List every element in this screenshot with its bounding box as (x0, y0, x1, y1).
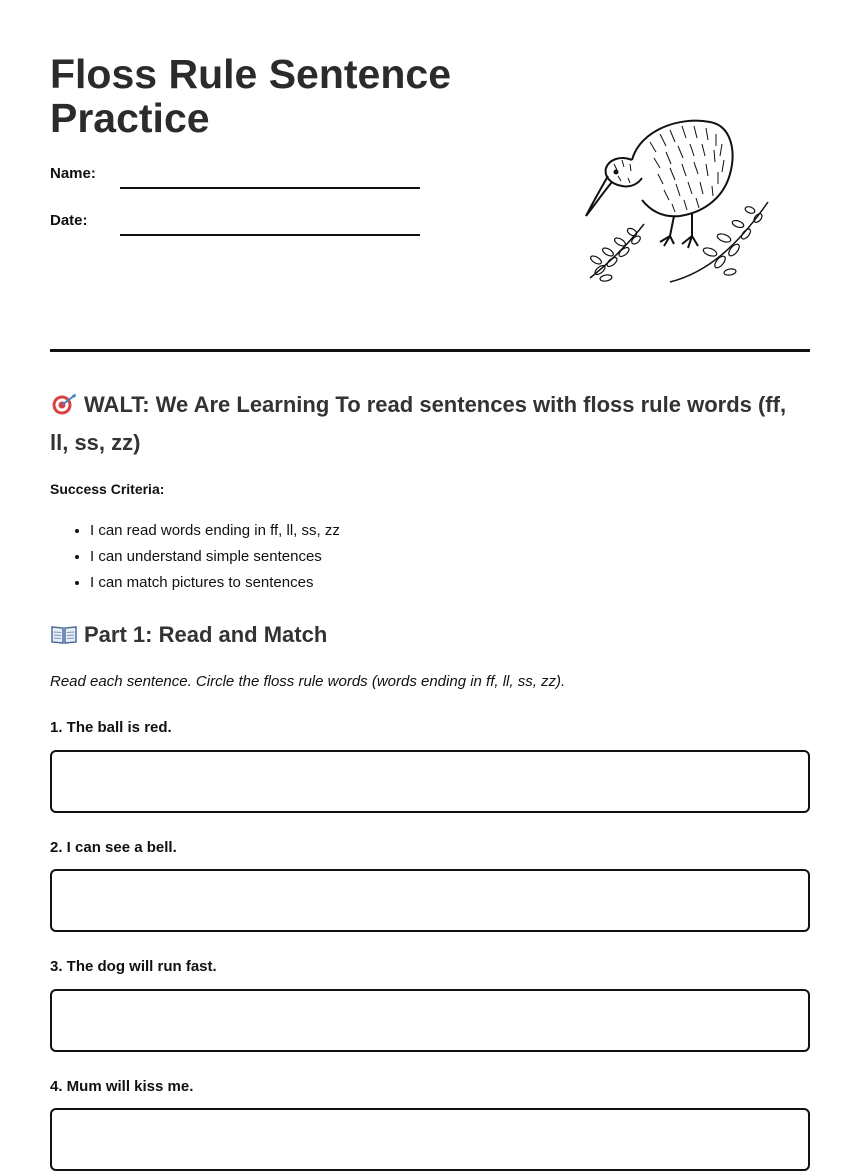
open-book-icon (50, 623, 78, 645)
name-label: Name: (50, 165, 96, 182)
target-icon (50, 393, 78, 415)
question-3-label: 3. The dog will run fast. (50, 958, 217, 975)
list-item: • I can match pictures to sentences (90, 570, 340, 596)
date-field (50, 207, 420, 237)
question-2-label: 2. I can see a bell. (50, 839, 177, 856)
walt-text: WALT: We Are Learning To read sentences with floss rule words (ff, ll, ss, zz) (50, 392, 787, 455)
success-criteria-label: Success Criteria: (50, 481, 165, 497)
list-item: • I can understand simple sentences (90, 544, 340, 570)
kiwi-bird-illustration (570, 112, 770, 292)
success-criteria-list (50, 518, 340, 596)
list-item: • I can read words ending in ff, ll, ss, zz (90, 518, 340, 544)
header-divider (50, 349, 810, 352)
question-3-answer-box[interactable] (50, 989, 810, 1052)
date-write-line (120, 234, 420, 236)
name-field (50, 160, 420, 190)
walt-heading (50, 386, 810, 462)
worksheet-header (50, 0, 810, 350)
date-label: Date: (50, 212, 88, 229)
part1-heading (50, 618, 327, 652)
part1-title: Part 1: Read and Match (84, 622, 328, 647)
name-write-line (120, 187, 420, 189)
worksheet-page (50, 0, 810, 1095)
part1-instruction: Read each sentence. Circle the floss rule words (words ending in ff, ll, ss, zz). (50, 673, 566, 690)
question-1-answer-box[interactable] (50, 750, 810, 813)
page-title: Floss Rule Sentence Practice (50, 51, 452, 141)
question-4-answer-box[interactable] (50, 1108, 810, 1171)
question-4-label: 4. Mum will kiss me. (50, 1078, 194, 1095)
question-1-label: 1. The ball is red. (50, 719, 172, 736)
question-2-answer-box[interactable] (50, 869, 810, 932)
